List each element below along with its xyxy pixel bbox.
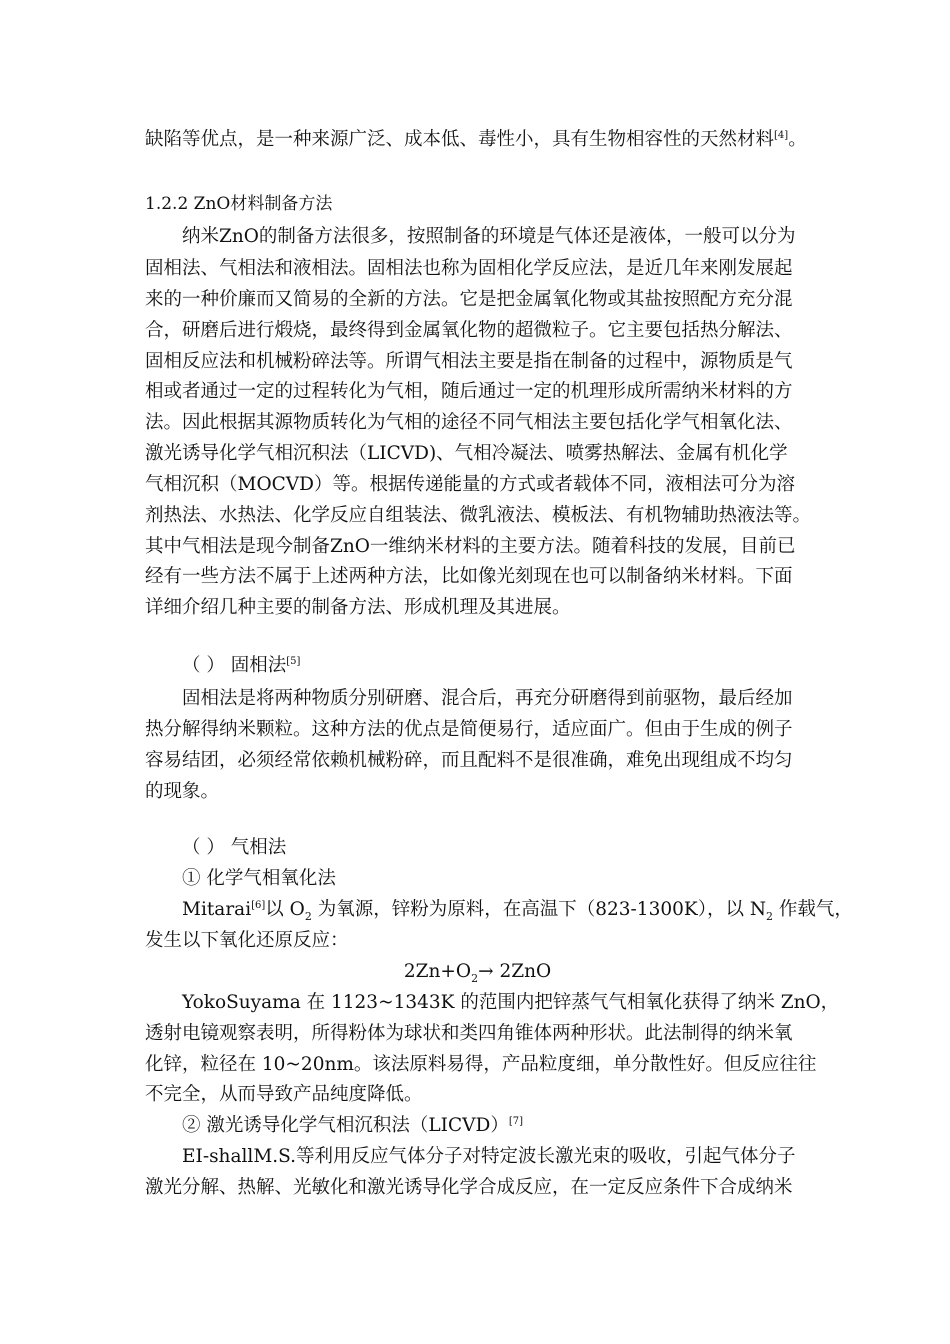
paragraph-line: 剂热法、水热法、化学反应自组装法、微乳液法、模板法、有机物辅助热液法等。 bbox=[145, 505, 812, 526]
paragraph-line: 固相法是将两种物质分别研磨、混合后，再充分研磨得到前驱物，最后经加 bbox=[182, 688, 793, 709]
paragraph-line: 透射电镜观察表明，所得粉体为球状和类四角锥体两种形状。此法制得的纳米氧 bbox=[145, 1023, 793, 1044]
intro-text: 缺陷等优点，是一种来源广泛、成本低、毒性小，具有生物相容性的天然材料 bbox=[145, 129, 775, 150]
text-run: 以 O bbox=[265, 899, 305, 920]
intro-line bbox=[145, 128, 810, 152]
citation: [5] bbox=[286, 656, 301, 667]
text-run: 为氧源，锌粉为原料，在高温下（823-1300K），以 N bbox=[311, 899, 767, 920]
paragraph-line: 相或者通过一定的过程转化为气相，随后通过一定的机理形成所需纳米材料的方 bbox=[145, 381, 793, 402]
text-run: 作载气， bbox=[773, 899, 853, 920]
method-title: ① 化学气相氧化法 bbox=[182, 868, 336, 889]
paragraph-line: 不完全，从而导致产品纯度降低。 bbox=[145, 1084, 423, 1105]
paragraph-line: 经有一些方法不属于上述两种方法，比如像光刻现在也可以制备纳米材料。下面 bbox=[145, 566, 793, 587]
paragraph-line: 纳米ZnO的制备方法很多，按照制备的环境是气体还是液体，一般可以分为 bbox=[182, 226, 796, 247]
paragraph-line: 固相反应法和机械粉碎法等。所谓气相法主要是指在制备的过程中，源物质是气 bbox=[145, 351, 793, 372]
subsection-title: （ ） 气相法 bbox=[182, 837, 287, 858]
equation-left: 2Zn+O bbox=[403, 961, 472, 982]
subscript: 2 bbox=[766, 910, 774, 923]
citation: [4] bbox=[774, 130, 789, 141]
paragraph-line: 气相沉积（MOCVD）等。根据传递能量的方式或者载体不同，液相法可分为溶 bbox=[145, 474, 795, 495]
paragraph-line: 固相法、气相法和液相法。固相法也称为固相化学反应法，是近几年来刚发展起 bbox=[145, 258, 793, 279]
section-heading: 1.2.2 ZnO材料制备方法 bbox=[145, 194, 333, 214]
subscript: 2 bbox=[471, 972, 479, 985]
chemical-equation bbox=[145, 960, 810, 984]
paragraph-line: YokoSuyama 在 1123~1343K 的范围内把锌蒸气气相氧化获得了纳米 ZnO， bbox=[182, 992, 840, 1013]
intro-end: 。 bbox=[788, 129, 807, 150]
paragraph-line: 其中气相法是现今制备ZnO一维纳米材料的主要方法。随着科技的发展，目前已 bbox=[145, 536, 796, 557]
paragraph-line: 法。因此根据其源物质转化为气相的途径不同气相法主要包括化学气相氧化法、 bbox=[145, 412, 793, 433]
paragraph-line: 详细介绍几种主要的制备方法、形成机理及其进展。 bbox=[145, 597, 571, 618]
paragraph-line: 激光诱导化学气相沉积法（LICVD)、气相冷凝法、喷雾热解法、金属有机化学 bbox=[145, 443, 788, 464]
citation: [6] bbox=[251, 900, 266, 911]
subscript: 2 bbox=[304, 910, 312, 923]
method-title bbox=[182, 1114, 810, 1138]
paragraph-line: 发生以下氧化还原反应： bbox=[145, 930, 349, 951]
paragraph-line: 来的一种价廉而又简易的全新的方法。它是把金属氧化物或其盐按照配方充分混 bbox=[145, 289, 793, 310]
paragraph-line: 化锌，粒径在 10~20nm。该法原料易得，产品粒度细，单分散性好。但反应往往 bbox=[145, 1054, 817, 1075]
equation-right: → 2ZnO bbox=[478, 961, 552, 982]
paragraph-line: 激光分解、热解、光敏化和激光诱导化学合成反应，在一定反应条件下合成纳米 bbox=[145, 1177, 793, 1198]
author-name: Mitarai bbox=[182, 899, 252, 920]
subsection-title bbox=[182, 654, 810, 678]
subsection-title-text: （ ） 固相法 bbox=[182, 655, 287, 676]
method-title-text: ② 激光诱导化学气相沉积法（LICVD） bbox=[182, 1115, 509, 1136]
paragraph-line bbox=[182, 898, 853, 923]
paragraph-line: 的现象。 bbox=[145, 781, 220, 802]
paragraph-line: 热分解得纳米颗粒。这种方法的优点是简便易行，适应面广。但由于生成的例子 bbox=[145, 719, 793, 740]
paragraph-line: EI-shallM.S.等利用反应气体分子对特定波长激光束的吸收，引起气体分子 bbox=[182, 1146, 796, 1167]
paragraph-line: 容易结团，必须经常依赖机械粉碎，而且配料不是很准确，难免出现组成不均匀 bbox=[145, 750, 793, 771]
paragraph-line: 合，研磨后进行煅烧，最终得到金属氧化物的超微粒子。它主要包括热分解法、 bbox=[145, 320, 793, 341]
citation: [7] bbox=[508, 1116, 523, 1127]
